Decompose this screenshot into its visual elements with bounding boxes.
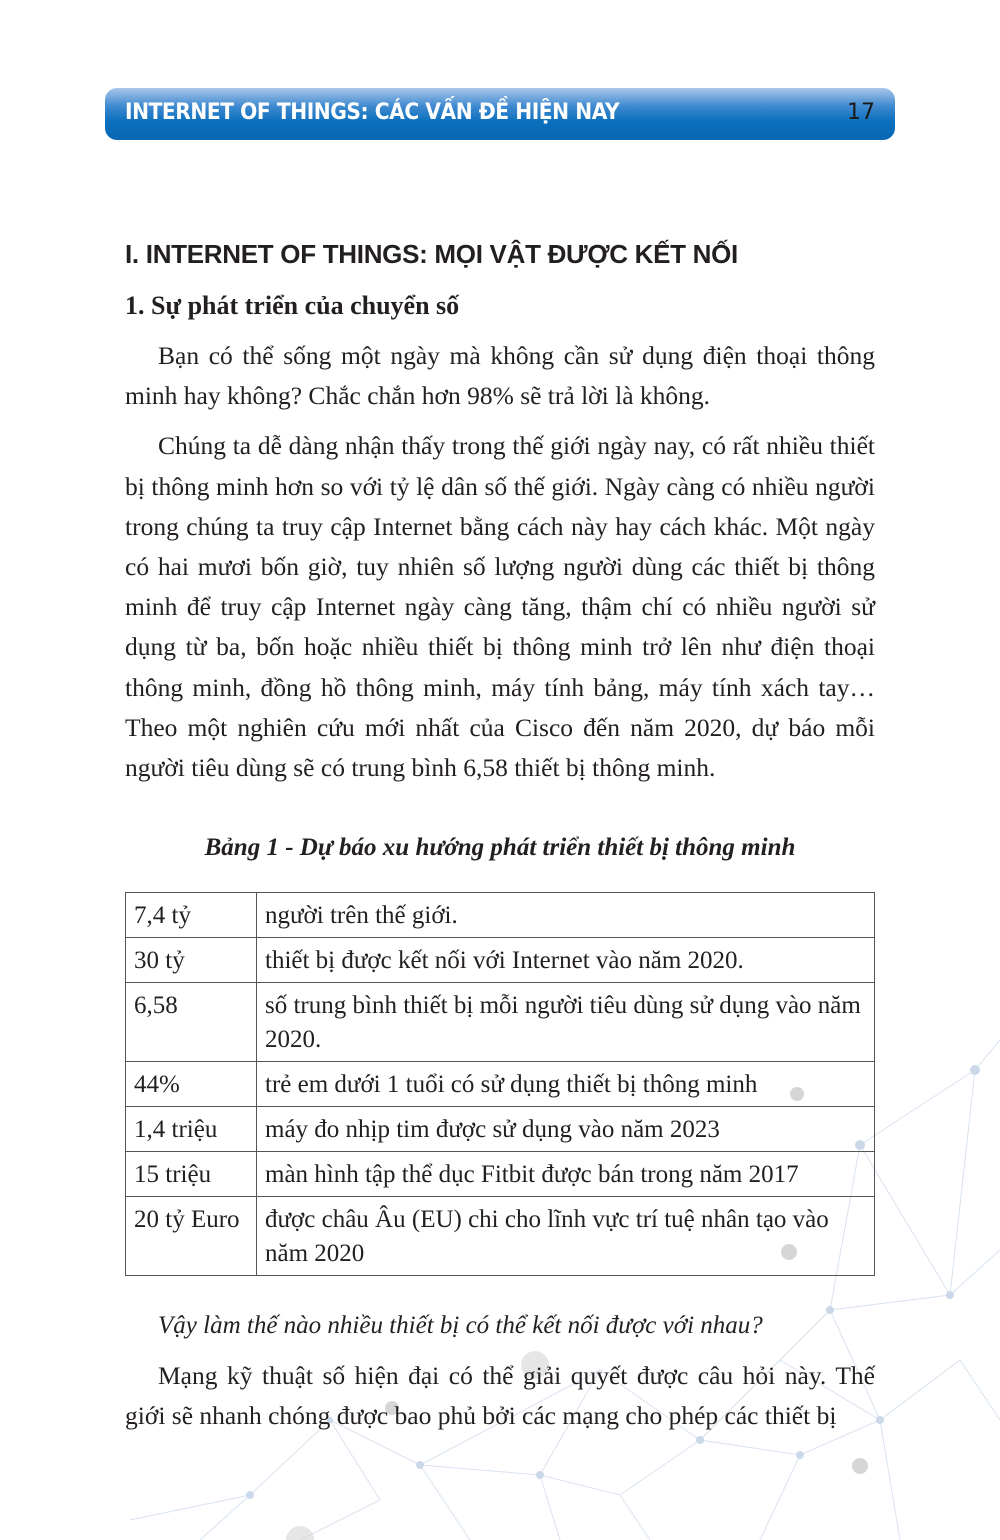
section-title: I. INTERNET OF THINGS: MỌI VẬT ĐƯỢC KẾT NỐI [125,239,738,269]
table-row [126,893,875,938]
table-row [126,1107,875,1152]
paragraph: Bạn có thể sống một ngày mà không cần sử dụng điện thoại thông minh hay không? Chắc chắn hơn 98% sẽ trả lời là không. [125,341,875,411]
subsection-title: 1. Sự phát triển của chuyển số [125,291,460,320]
table-row [126,1152,875,1197]
italic-question: Vậy làm thế nào nhiều thiết bị có thể kết nối được với nhau? [158,1312,763,1340]
table-caption: Bảng 1 - Dự báo xu hướng phát triển thiết bị thông minh [204,834,796,862]
table-cell-value: 1,4 triệu [126,1107,257,1152]
page-content [125,232,875,1437]
table-row [126,938,875,983]
table-row [126,1062,875,1107]
table-cell-description: số trung bình thiết bị mỗi người tiêu dùng sử dụng vào năm 2020. [257,983,875,1062]
table-row [126,983,875,1062]
table-cell-description: được châu Âu (EU) chi cho lĩnh vực trí tuệ nhân tạo vào năm 2020 [257,1197,875,1276]
table-row [126,1197,875,1276]
table-cell-description: trẻ em dưới 1 tuổi có sử dụng thiết bị thông minh [257,1062,875,1107]
table-cell-value: 15 triệu [126,1152,257,1197]
table-cell-description: màn hình tập thể dục Fitbit được bán trong năm 2017 [257,1152,875,1197]
header-title: INTERNET OF THINGS: CÁC VẤN ĐỀ HIỆN NAY [125,100,620,125]
paragraph: Mạng kỹ thuật số hiện đại có thể giải quyết được câu hỏi này. Thế giới sẽ nhanh chóng được bao phủ bởi các mạng cho phép các thiết bị [125,1361,875,1431]
table-cell-value: 20 tỷ Euro [126,1197,257,1276]
forecast-table [125,892,875,1276]
table-cell-value: 7,4 tỷ [126,893,257,938]
paragraph: Chúng ta dễ dàng nhận thấy trong thế giới ngày nay, có rất nhiều thiết bị thông minh hơn so với tỷ lệ dân số thế giới. Ngày càng có nhiều người trong chúng ta truy cập Internet bằng cách này hay cách khác. Một ngày có hai mươi bốn giờ, tuy nhiên số lượng người dùng các thiết bị thông minh để truy cập Internet ngày càng tăng, thậm chí có nhiều người sử dụng từ ba, bốn hoặc nhiều thiết bị thông minh trở lên như điện thoại thông minh, đồng hồ thông minh, máy tính bảng, máy tính xách tay… Theo một nghiên cứu mới nhất của Cisco đến năm 2020, dự báo mỗi người tiêu dùng sẽ có trung bình 6,58 thiết bị thông minh. [125,431,875,783]
table-cell-description: thiết bị được kết nối với Internet vào năm 2020. [257,938,875,983]
table-cell-value: 6,58 [126,983,257,1062]
table-cell-value: 44% [126,1062,257,1107]
running-header [105,88,895,140]
table-cell-description: máy đo nhịp tim được sử dụng vào năm 2023 [257,1107,875,1152]
table-cell-value: 30 tỷ [126,938,257,983]
table-cell-description: người trên thế giới. [257,893,875,938]
page-number: 17 [847,100,875,125]
